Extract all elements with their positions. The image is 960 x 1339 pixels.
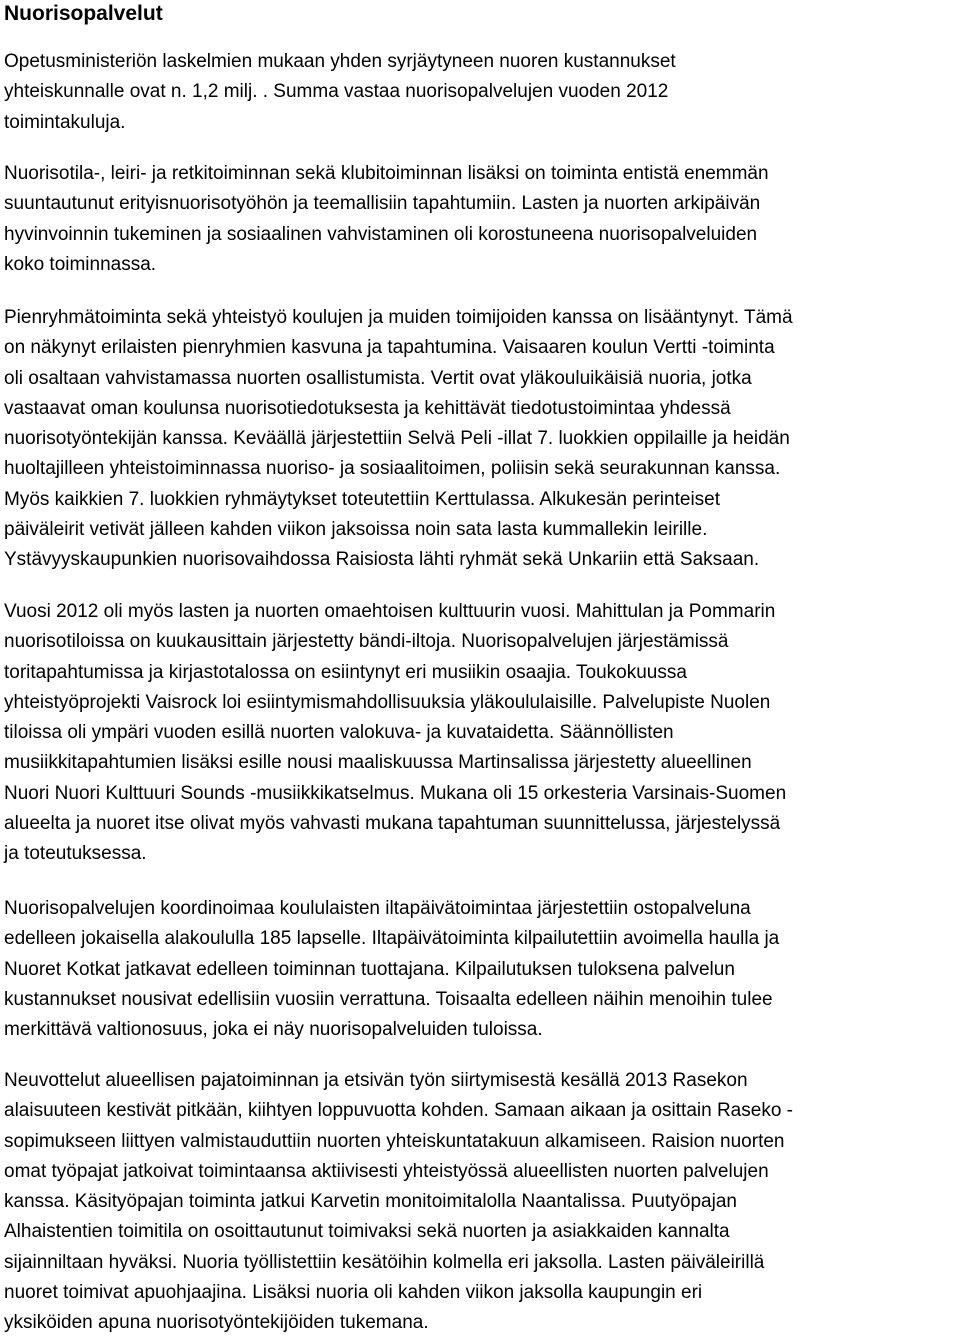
paragraph-workshops: Neuvottelut alueellisen pajatoiminnan ja etsivän työn siirtymisestä kesällä 2013 Rasekon alaisuuteen kestivät pitkään, kiihtyen loppuvuotta kohden. Samaan aikaan ja osittain Raseko - sopimukseen liittyen valmistauduttiin nuorten yhteiskuntatakuun alkamiseen. Raision nuorten omat työpajat jatkoivat toimintaansa aktiivisesti yhteistyössä alueellisten nuorten palvelujen kanssa. Käsityöpajan toiminta jatkui Karvetin monitoimitalolla Naantalissa. Puutyöpajan Alhaistentien toimitila on osoittautunut toimivaksi sekä nuorten ja asiakkaiden kannalta sijainniltaan hyväksi. Nuoria työllistettiin kesätöihin kolmella eri jaksolla. Lasten päiväleirillä nuoret toimivat apuohjaajina. Lisäksi nuoria oli kahden viikon jaksolla kaupungin eri yksiköiden apuna nuorisotyöntekijöiden tukemana. — [4, 1070, 793, 1334]
paragraph-small-groups: Pienryhmätoiminta sekä yhteistyö koulujen ja muiden toimijoiden kanssa on lisääntynyt. Tämä on näkynyt erilaisten pienryhmien kasvuna ja tapahtumina. Vaisaaren koulun Vertti -toiminta oli osaltaan vahvistamassa nuorten osallistumista. Vertit ovat yläkouluikäisiä nuoria, jotka vastaavat oman koulunsa nuorisotiedotuksesta ja kehittävät tiedotustoimintaa yhdessä nuorisotyöntekijän kanssa. Keväällä järjestettiin Selvä Peli -illat 7. luokkien oppilaille ja heidän huoltajilleen yhteistoiminnassa nuoriso- ja sosiaalitoimen, poliisin sekä seurakunnan kanssa. Myös kaikkien 7. luokkien ryhmäytykset toteutettiin Kerttulassa. Alkukesän perinteiset päiväleirit vetivät jälleen kahden viikon jaksoissa noin sata lasta kummallekin leirille. Ystävyyskaupunkien nuorisovaihdossa Raisiosta lähti ryhmät sekä Unkariin että Saksaan. — [4, 307, 793, 571]
paragraph-afternoon-activities: Nuorisopalvelujen koordinoimaa koululaisten iltapäivätoimintaa järjestettiin ostopalveluna edelleen jokaisella alakoululla 185 lapselle. Iltapäivätoiminta kilpailutettiin avoimella haulla ja Nuoret Kotkat jatkavat edelleen toiminnan tuottajana. Kilpailutuksen tuloksena palvelun kustannukset nousivat edellisiin vuosiin verrattuna. Toisaalta edelleen näihin menoihin tulee merkittävä valtionosuus, joka ei näy nuorisopalveluiden tuloissa. — [4, 898, 780, 1041]
paragraph-culture-year: Vuosi 2012 oli myös lasten ja nuorten omaehtoisen kulttuurin vuosi. Mahittulan ja Pommarin nuorisotiloissa on kuukausittain järjestetty bändi-iltoja. Nuorisopalvelujen järjestämissä toritapahtumissa ja kirjastotalossa on esiintynyt eri musiikin osaajia. Toukokuussa yhteistyöprojekti Vaisrock loi esiintymismahdollisuuksia yläkoululaisille. Palvelupiste Nuolen tiloissa oli ympäri vuoden esillä nuorten valokuva- ja kuvataidetta. Säännöllisten musiikkitapahtumien lisäksi esille nousi maaliskuussa Martinsalissa järjestetty alueellinen Nuori Nuori Kulttuuri Sounds -musiikkikatselmus. Mukana oli 15 orkesteria Varsinais-Suomen alueelta ja nuoret itse olivat myös vahvasti mukana tapahtuman suunnittelussa, järjestelyssä ja toteutuksessa. — [4, 601, 787, 865]
paragraph-cost-estimate: Opetusministeriön laskelmien mukaan yhden syrjäytyneen nuoren kustannukset yhteiskunnalle ovat n. 1,2 milj. . Summa vastaa nuorisopalvelujen vuoden 2012 toimintakuluja. — [4, 51, 676, 133]
paragraph-activities: Nuorisotila-, leiri- ja retkitoiminnan sekä klubitoiminnan lisäksi on toiminta entistä enemmän suuntautunut erityisnuorisotyöhön ja teemallisiin tapahtumiin. Lasten ja nuorten arkipäivän hyvinvoinnin tukeminen ja sosiaalinen vahvistaminen oli korostuneena nuorisopalveluiden koko toiminnassa. — [4, 163, 769, 275]
page-title: Nuorisopalvelut — [4, 2, 163, 25]
